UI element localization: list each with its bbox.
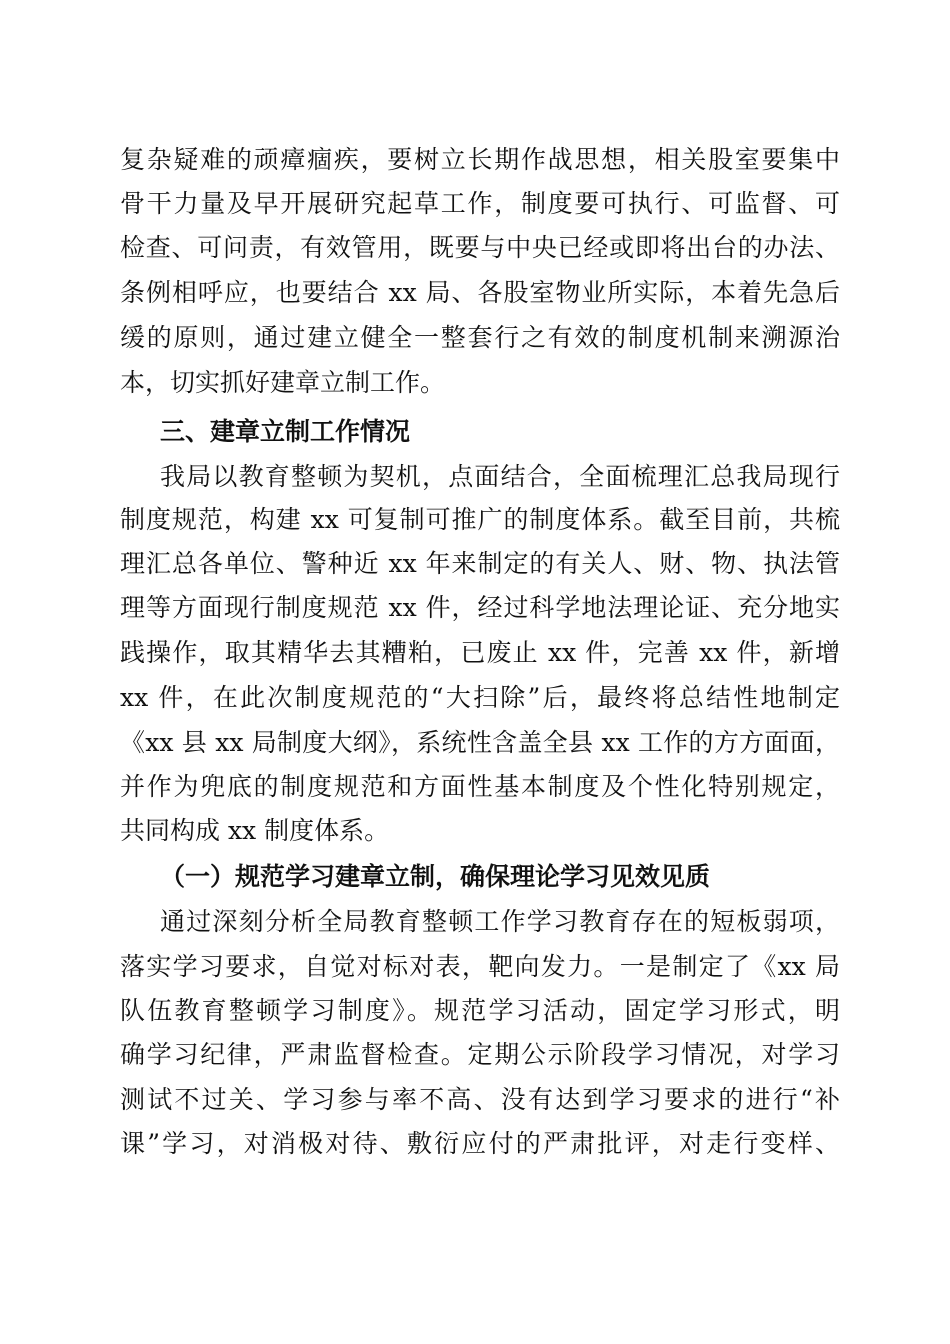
text-line: 并作为兜底的制度规范和方面性基本制度及个性化特别规定， xyxy=(120,772,840,801)
section-heading: 三、建章立制工作情况 xyxy=(160,417,411,446)
text-line: 确学习纪律，严肃监督检查。定期公示阶段学习情况，对学习 xyxy=(120,1040,840,1069)
text-line: 理汇总各单位、警种近 xx 年来制定的有关人、财、物、执法管 xyxy=(120,549,840,578)
subsection-heading: （一）规范学习建章立制，确保理论学习见效见质 xyxy=(160,862,711,891)
text-line: xx 件，在此次制度规范的“大扫除”后，最终将总结性地制定 xyxy=(120,683,840,712)
text-line: 共同构成 xx 制度体系。 xyxy=(120,816,390,845)
text-line: 检查、可问责，有效管用，既要与中央已经或即将出台的办法、 xyxy=(120,233,840,262)
text-line: 缓的原则，通过建立健全一整套行之有效的制度机制来溯源治 xyxy=(120,323,840,352)
text-line: 通过深刻分析全局教育整顿工作学习教育存在的短板弱项， xyxy=(160,907,840,936)
text-line: 复杂疑难的顽瘴痼疾，要树立长期作战思想，相关股室要集中 xyxy=(120,145,840,174)
text-line: 条例相呼应，也要结合 xx 局、各股室物业所实际，本着先急后 xyxy=(120,278,840,307)
text-line: 我局以教育整顿为契机，点面结合，全面梳理汇总我局现行 xyxy=(160,462,840,491)
text-line: 队伍教育整顿学习制度》。规范学习活动，固定学习形式，明 xyxy=(120,996,840,1025)
text-line: 《xx 县 xx 局制度大纲》，系统性含盖全县 xx 工作的方方面面， xyxy=(120,728,840,757)
text-line: 落实学习要求，自觉对标对表，靶向发力。一是制定了《xx 局 xyxy=(120,952,840,981)
text-line: 骨干力量及早开展研究起草工作，制度要可执行、可监督、可 xyxy=(120,189,840,218)
text-line: 制度规范，构建 xx 可复制可推广的制度体系。截至目前，共梳 xyxy=(120,505,840,534)
text-line: 理等方面现行制度规范 xx 件，经过科学地法理论证、充分地实 xyxy=(120,593,840,622)
text-line: 课”学习，对消极对待、敷衍应付的严肃批评，对走行变样、 xyxy=(120,1129,840,1158)
text-line: 践操作，取其精华去其糟粕，已废止 xx 件，完善 xx 件，新增 xyxy=(120,638,840,667)
text-line: 本，切实抓好建章立制工作。 xyxy=(120,368,446,397)
text-line: 测试不过关、学习参与率不高、没有达到学习要求的进行“补 xyxy=(120,1085,840,1114)
